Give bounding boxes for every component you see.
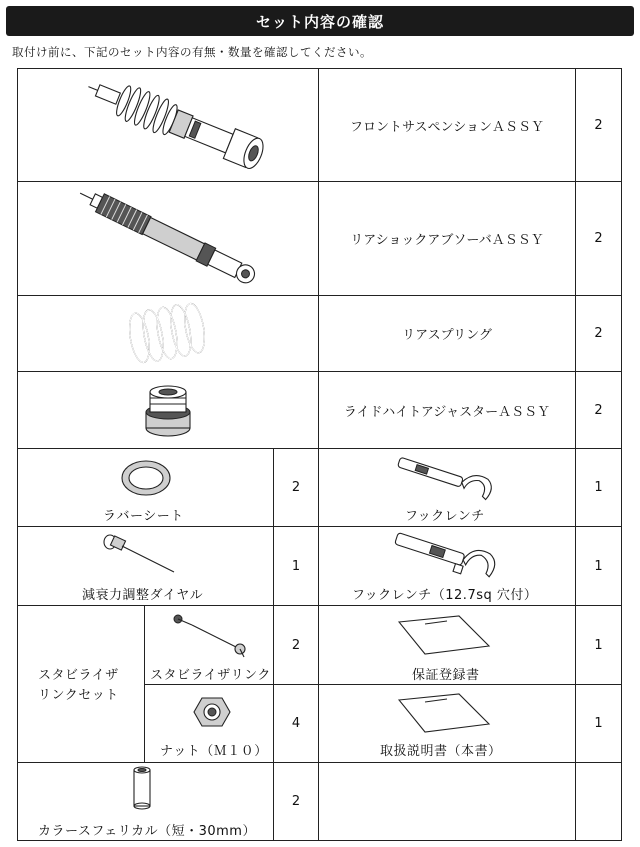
hook-wrench-hole-label: フックレンチ（12.7sq 穴付） — [352, 588, 538, 603]
hook-wrench-hole-qty-cell — [575, 526, 622, 606]
nut-qty: 4 — [291, 716, 301, 731]
manual-document-illustration — [395, 690, 495, 734]
stabilizer-link-qty-cell — [273, 605, 319, 685]
rear-spring-illustration — [125, 300, 210, 366]
adjuster-name-cell — [318, 371, 576, 449]
hook-wrench-hole-illustration — [390, 530, 500, 578]
collar-illustration — [130, 766, 154, 812]
damping-dial-qty: 1 — [291, 558, 301, 574]
front-suspension-illustration — [60, 70, 280, 180]
stabilizer-link-illustration — [170, 611, 250, 659]
title-bar — [6, 6, 634, 36]
damping-dial-qty-cell — [273, 526, 319, 606]
hook-wrench-illustration — [390, 458, 500, 500]
front-suspension-qty-cell — [575, 68, 622, 182]
empty-qty-cell — [575, 762, 622, 841]
manual-qty-cell — [575, 684, 622, 763]
ride-height-adjuster-label: ライドハイトアジャスターＡＳＳＹ — [343, 404, 551, 420]
rear-spring-name-cell — [318, 295, 576, 372]
collar-label: カラースフェリカル（短・30mm） — [38, 824, 256, 839]
rear-shock-qty-cell — [575, 181, 622, 296]
nut-qty-cell — [273, 684, 319, 763]
ride-height-adjuster-qty: 2 — [594, 402, 603, 418]
hook-wrench-hole-qty: 1 — [594, 558, 603, 574]
manual-label: 取扱説明書（本書） — [380, 744, 502, 759]
rear-shock-name-cell — [318, 181, 576, 296]
stabilizer-link-label: スタビライザリンク — [150, 668, 271, 683]
nut-label: ナット（Ｍ１０） — [160, 744, 268, 759]
nut-illustration — [192, 692, 232, 732]
rear-shock-label: リアショックアブソーバＡＳＳＹ — [350, 233, 544, 248]
hook-wrench-label: フックレンチ — [405, 509, 485, 524]
damping-dial-label: 減衰力調整ダイヤル — [82, 588, 204, 603]
hook-wrench-qty-cell — [575, 448, 622, 527]
rubber-seat-qty: 2 — [291, 480, 301, 495]
front-suspension-name-cell — [318, 68, 576, 182]
intro-text: 取付け前に、下記のセット内容の有無・数量を確認してください。 — [12, 45, 372, 59]
manual-qty: 1 — [594, 716, 603, 731]
rubber-seat-qty-cell — [273, 448, 319, 527]
front-suspension-label: フロントサスペンションＡＳＳＹ — [350, 119, 544, 135]
adjuster-qty-cell — [575, 371, 622, 449]
rear-spring-qty: 2 — [594, 326, 603, 341]
warranty-document-illustration — [395, 612, 495, 656]
ride-height-adjuster-illustration — [138, 378, 198, 442]
stabilizer-set-label-line1: スタビライザ — [38, 668, 119, 683]
rear-shock-qty: 2 — [594, 231, 603, 246]
rubber-seat-label: ラバーシート — [103, 509, 184, 524]
rear-spring-label: リアスプリング — [402, 328, 492, 343]
collar-qty: 2 — [291, 794, 301, 809]
warranty-label: 保証登録書 — [412, 668, 480, 683]
rear-spring-qty-cell — [575, 295, 622, 372]
warranty-qty: 1 — [594, 637, 603, 653]
stabilizer-link-qty: 2 — [291, 637, 301, 653]
hook-wrench-qty: 1 — [594, 480, 603, 495]
damping-dial-illustration — [100, 532, 180, 576]
empty-cell — [318, 762, 576, 841]
warranty-qty-cell — [575, 605, 622, 685]
rear-shock-illustration — [70, 185, 270, 290]
front-suspension-qty: 2 — [594, 117, 603, 133]
rubber-seat-illustration — [120, 458, 172, 498]
page-title: セット内容の確認 — [255, 12, 384, 31]
stabilizer-set-label-line2: リンクセット — [38, 688, 119, 703]
collar-qty-cell — [273, 762, 319, 841]
